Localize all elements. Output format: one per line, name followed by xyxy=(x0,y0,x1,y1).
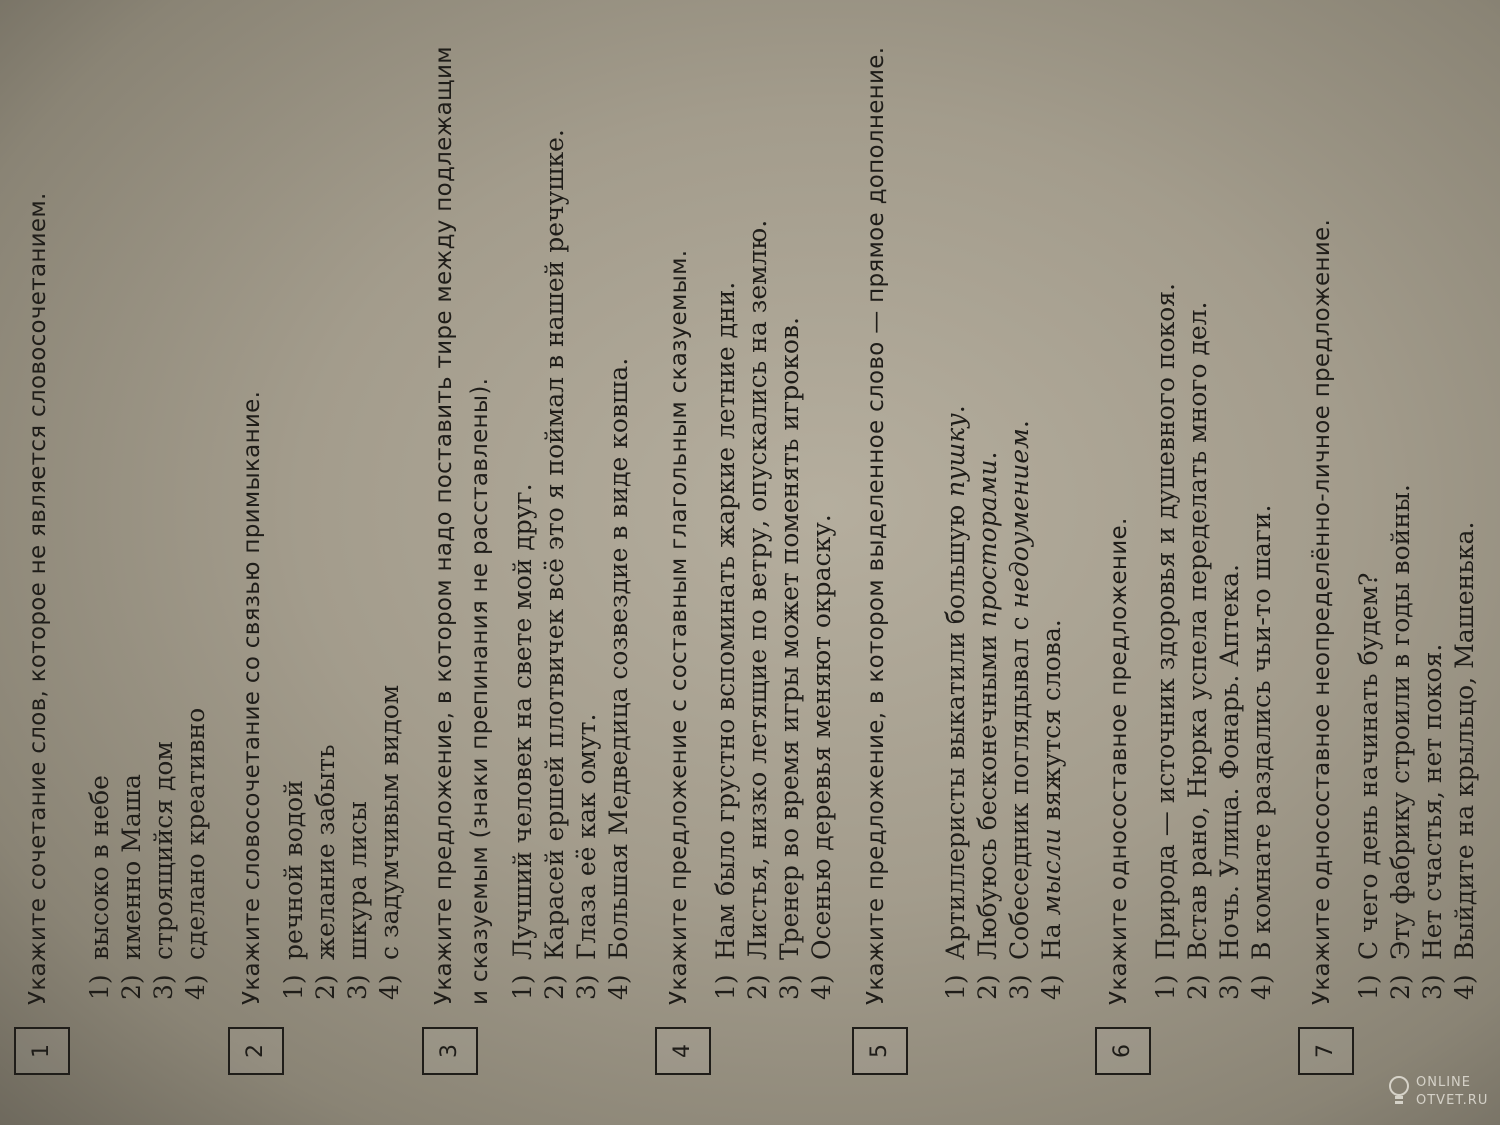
watermark-line2: OTVET.RU xyxy=(1416,1093,1489,1108)
task-number-box: 1 xyxy=(14,1027,70,1075)
answer-option: 4)На мысли вяжутся слова. xyxy=(1037,619,1066,1000)
answer-options xyxy=(940,20,1068,1000)
lightbulb-icon xyxy=(1388,1074,1410,1110)
answer-option: 1)С чего день начинать будем? xyxy=(1354,572,1383,1000)
answer-option: 4)Осенью деревья меняют окраску. xyxy=(807,514,836,1000)
watermark-line1: ONLINE xyxy=(1416,1075,1471,1090)
answer-option: 1)Артиллеристы выкатили большую пушку. xyxy=(941,405,970,1000)
task-number-box: 4 xyxy=(655,1027,711,1075)
answer-option: 3)Тренер во время игры может поменять игроков. xyxy=(775,317,804,1000)
answer-options xyxy=(1150,20,1278,1000)
answer-option: 3)Ночь. Улица. Фонарь. Аптека. xyxy=(1215,564,1244,1000)
answer-option: 1)высоко в небе xyxy=(85,775,114,1000)
answer-option: 4)Большая Медведица созвездие в виде ковша. xyxy=(604,357,633,1000)
highlighted-word: пушку xyxy=(941,413,970,497)
task-question: Укажите сочетание слов, которое не является словосочетанием. xyxy=(25,192,51,1005)
answer-option: 2)Встав рано, Нюрка успела переделать много дел. xyxy=(1183,301,1212,1000)
answer-option: 4)сделано креативно xyxy=(181,707,210,1000)
task-number-box: 2 xyxy=(228,1027,284,1075)
answer-options xyxy=(710,20,838,1000)
answer-option: 2)Эту фабрику строили в годы войны. xyxy=(1386,484,1415,1000)
answer-option: 3)строящийся дом xyxy=(149,741,178,1000)
task-number-box: 7 xyxy=(1298,1027,1354,1075)
answer-options xyxy=(507,20,635,1000)
answer-option: 2)желание забыть xyxy=(311,744,340,1000)
answer-option: 1)речной водой xyxy=(279,780,308,1000)
task-question: Укажите предложение с составным глагольным сказуемым. xyxy=(666,249,692,1005)
task-question: Укажите предложение, в котором выделенное слово — прямое дополнение. xyxy=(863,46,889,1005)
highlighted-word: мысли xyxy=(1037,828,1066,916)
task-question: Укажите односоставное предложение. xyxy=(1106,517,1132,1005)
answer-option: 3)Глаза её как омут. xyxy=(572,713,601,1000)
answer-options xyxy=(84,20,212,1000)
answer-options xyxy=(1353,20,1481,1000)
task-number-box: 6 xyxy=(1095,1027,1151,1075)
answer-option: 1)Нам было грустно вспоминать жаркие летние дни. xyxy=(711,281,740,1000)
answer-option: 4)Выйдите на крыльцо, Машенька. xyxy=(1450,521,1479,1000)
answer-option: 3)Нет счастья, нет покоя. xyxy=(1418,643,1447,1000)
highlighted-word: просторами xyxy=(973,459,1002,628)
answer-option: 2)именно Маша xyxy=(117,774,146,1000)
answer-option: 2)Листья, низко летящие по ветру, опускались на землю. xyxy=(743,219,772,1000)
task-number-box: 5 xyxy=(852,1027,908,1075)
task-question: Укажите предложение, в котором надо поставить тире между подлежащим и сказуемым (знаки препинания не расставлены). xyxy=(431,46,493,1005)
task-question: Укажите односоставное неопределённо-личное предложение. xyxy=(1309,218,1335,1005)
answer-option: 3)Собеседник поглядывал с недоумением. xyxy=(1005,420,1034,1000)
task-question: Укажите словосочетание со связью примыкание. xyxy=(239,390,265,1005)
watermark-text xyxy=(1416,1074,1488,1110)
task-number-box: 3 xyxy=(422,1027,478,1075)
answer-options xyxy=(278,20,406,1000)
highlighted-word: недоумением xyxy=(1005,428,1034,609)
answer-option: 2)Карасей ершей плотвичек всё это я поймал в нашей речушке. xyxy=(540,129,569,1000)
answer-option: 2)Любуюсь бесконечными просторами. xyxy=(973,451,1002,1000)
answer-option: 4)В комнате раздались чьи-то шаги. xyxy=(1247,504,1276,1000)
answer-option: 4)с задумчивым видом xyxy=(375,684,404,1000)
watermark xyxy=(1388,1072,1488,1116)
answer-option: 3)шкура лисы xyxy=(343,801,372,1000)
answer-option: 1)Природа — источник здоровья и душевного покоя. xyxy=(1151,283,1180,1000)
answer-option: 1)Лучший человек на свете мой друг. xyxy=(508,483,537,1000)
